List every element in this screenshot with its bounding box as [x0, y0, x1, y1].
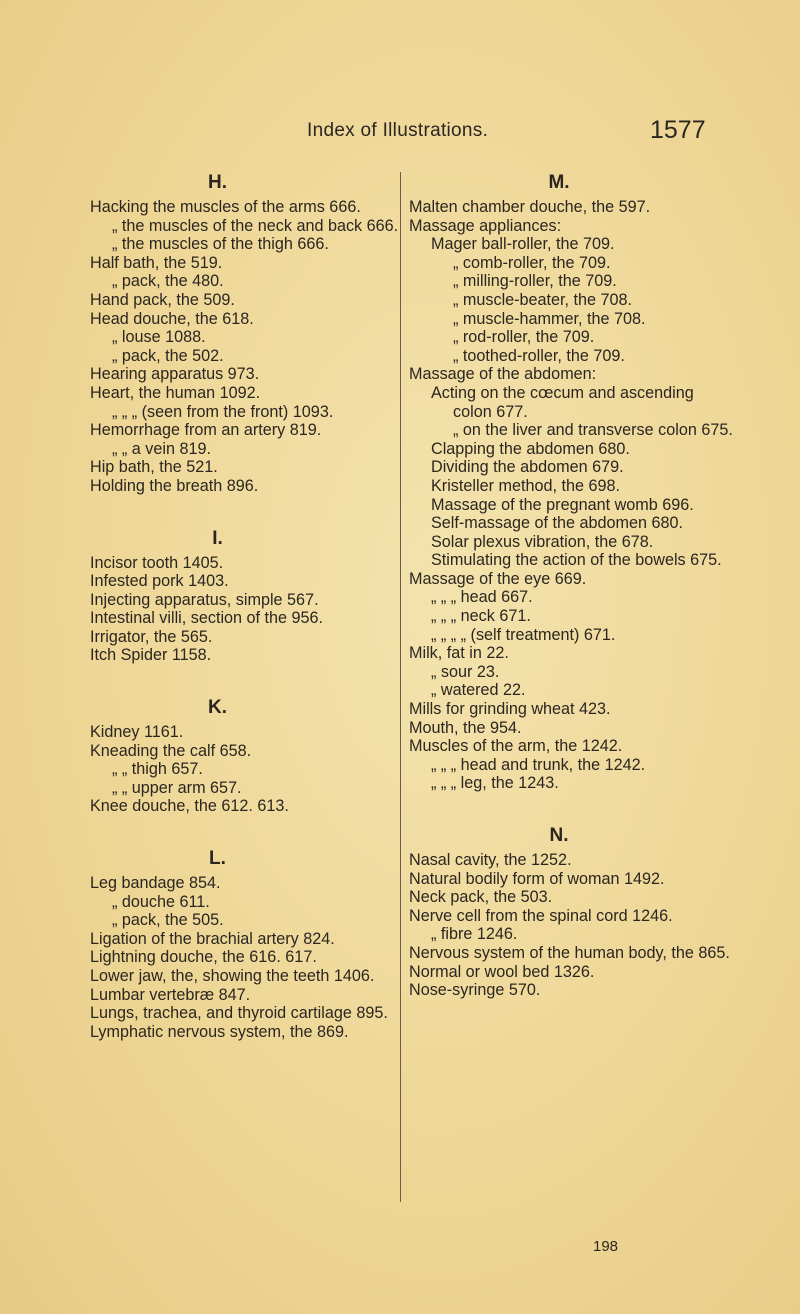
- index-entry: Kneading the calf 658.: [90, 741, 252, 760]
- section-letter: M.: [548, 172, 570, 193]
- section-letter: L.: [209, 848, 226, 870]
- index-entry: Leg bandage 854.: [90, 874, 221, 893]
- index-entry: Muscles of the arm, the 1242.: [409, 737, 623, 756]
- section-gap: [409, 793, 734, 821]
- index-entry: Injecting apparatus, simple 567.: [90, 590, 319, 609]
- index-entry: „ fibre 1246.: [431, 925, 518, 944]
- index-entry: Lumbar vertebræ 847.: [90, 985, 251, 1004]
- index-entry: „ the muscles of the neck and back 666.: [112, 216, 399, 235]
- index-entry: Massage appliances:: [409, 216, 562, 235]
- section-letter: N.: [549, 825, 569, 846]
- index-entry: Massage of the pregnant womb 696.: [431, 495, 694, 514]
- index-entry: Irrigator, the 565.: [90, 627, 213, 646]
- index-entry: „ „ „ leg, the 1243.: [431, 774, 559, 793]
- index-entry: Nasal cavity, the 1252.: [409, 851, 572, 869]
- section-gap: [90, 816, 400, 844]
- index-entry: Dividing the abdomen 679.: [431, 458, 624, 477]
- index-entry: Massage of the abdomen:: [409, 365, 597, 384]
- index-entry: Hearing apparatus 973.: [90, 365, 260, 384]
- index-entry: Half bath, the 519.: [90, 253, 223, 272]
- index-entry: „ toothed-roller, the 709.: [453, 346, 625, 365]
- index-entry: Incisor tooth 1405.: [90, 553, 224, 572]
- index-entry: Hacking the muscles of the arms 666.: [90, 198, 361, 216]
- index-entry: Kidney 1161.: [90, 723, 184, 742]
- index-entry: „ pack, the 480.: [112, 272, 224, 291]
- index-entry: Mouth, the 954.: [409, 718, 522, 737]
- index-entry: „ „ „ head and trunk, the 1242.: [431, 755, 646, 774]
- left-column: [90, 168, 400, 1041]
- index-entry: Lymphatic nervous system, the 869.: [90, 1022, 349, 1041]
- section-letter: I.: [212, 527, 223, 549]
- index-entry: „ rod-roller, the 709.: [453, 328, 595, 347]
- index-entry: „ the muscles of the thigh 666.: [112, 235, 329, 254]
- index-entry: Nerve cell from the spinal cord 1246.: [409, 906, 673, 925]
- index-entry: Normal or wool bed 1326.: [409, 962, 595, 981]
- index-entry: Mills for grinding wheat 423.: [409, 700, 611, 719]
- index-entry: „ douche 611.: [112, 892, 210, 911]
- section-gap: [90, 496, 400, 524]
- index-entry: „ sour 23.: [431, 662, 500, 681]
- page-header: [0, 116, 800, 156]
- running-title: Index of Illustrations.: [307, 120, 489, 141]
- index-entry: Neck pack, the 503.: [409, 888, 553, 907]
- index-entry: Lower jaw, the, showing the teeth 1406.: [90, 967, 375, 985]
- index-entry: Clapping the abdomen 680.: [431, 439, 630, 458]
- index-entry: Hand pack, the 509.: [90, 290, 235, 309]
- index-entry: „ „ thigh 657.: [112, 760, 203, 779]
- index-entry: „ „ „ „ (self treatment) 671.: [431, 625, 616, 644]
- index-entry: Stimulating the action of the bowels 675.: [431, 551, 722, 570]
- index-entry: Self-massage of the abdomen 680.: [431, 514, 683, 533]
- index-entry: Nervous system of the human body, the 865.: [409, 943, 730, 962]
- right-column: [409, 168, 734, 1000]
- index-entry: „ „ „ neck 671.: [431, 607, 531, 626]
- index-entry: Solar plexus vibration, the 678.: [431, 532, 654, 551]
- index-entry: „ louse 1088.: [112, 328, 206, 347]
- folio-number: 198: [593, 1238, 619, 1255]
- index-entry: Acting on the cœcum and ascending colon 677.: [431, 383, 694, 421]
- index-entry: Milk, fat in 22.: [409, 644, 509, 663]
- page-number: 1577: [650, 116, 706, 144]
- index-entry: „ „ upper arm 657.: [112, 778, 242, 797]
- index-entry: „ comb-roller, the 709.: [453, 253, 611, 272]
- index-entry: „ watered 22.: [431, 681, 526, 700]
- section-letter: H.: [208, 172, 227, 193]
- index-entry: Kristeller method, the 698.: [431, 476, 620, 495]
- section-letter: K.: [208, 697, 227, 719]
- index-entry: Itch Spider 1158.: [90, 646, 212, 665]
- index-entry: „ „ „ (seen from the front) 1093.: [112, 402, 334, 421]
- index-entry: Hemorrhage from an artery 819.: [90, 421, 322, 440]
- index-entry: Intestinal villi, section of the 956.: [90, 609, 324, 628]
- index-entry: Lightning douche, the 616. 617.: [90, 948, 317, 967]
- index-entry: Lungs, trachea, and thyroid cartilage 895.: [90, 1004, 388, 1023]
- section-gap: [90, 665, 400, 693]
- index-entry: Nose-syringe 570.: [409, 981, 541, 1000]
- index-entry: Knee douche, the 612. 613.: [90, 797, 289, 816]
- index-entry: Holding the breath 896.: [90, 476, 259, 495]
- index-entry: „ milling-roller, the 709.: [453, 272, 617, 291]
- index-entry: Head douche, the 618.: [90, 309, 254, 328]
- column-divider: [400, 172, 401, 1202]
- index-entry: „ pack, the 505.: [112, 911, 224, 930]
- index-entry: Mager ball-roller, the 709.: [431, 235, 615, 254]
- index-entry: „ „ a vein 819.: [112, 439, 211, 458]
- index-entry: Massage of the eye 669.: [409, 569, 587, 588]
- index-entry: „ muscle-beater, the 708.: [453, 290, 633, 309]
- index-entry: „ muscle-hammer, the 708.: [453, 309, 646, 328]
- index-entry: „ pack, the 502.: [112, 346, 224, 365]
- index-entry: Ligation of the brachial artery 824.: [90, 929, 335, 948]
- index-entry: Malten chamber douche, the 597.: [409, 198, 651, 216]
- index-entry: Natural bodily form of woman 1492.: [409, 869, 665, 888]
- index-entry: „ „ „ head 667.: [431, 588, 533, 607]
- index-entry: Infested pork 1403.: [90, 572, 229, 591]
- index-entry: Hip bath, the 521.: [90, 458, 218, 477]
- index-entry: „ on the liver and transverse colon 675.: [453, 421, 733, 440]
- index-entry: Heart, the human 1092.: [90, 383, 261, 402]
